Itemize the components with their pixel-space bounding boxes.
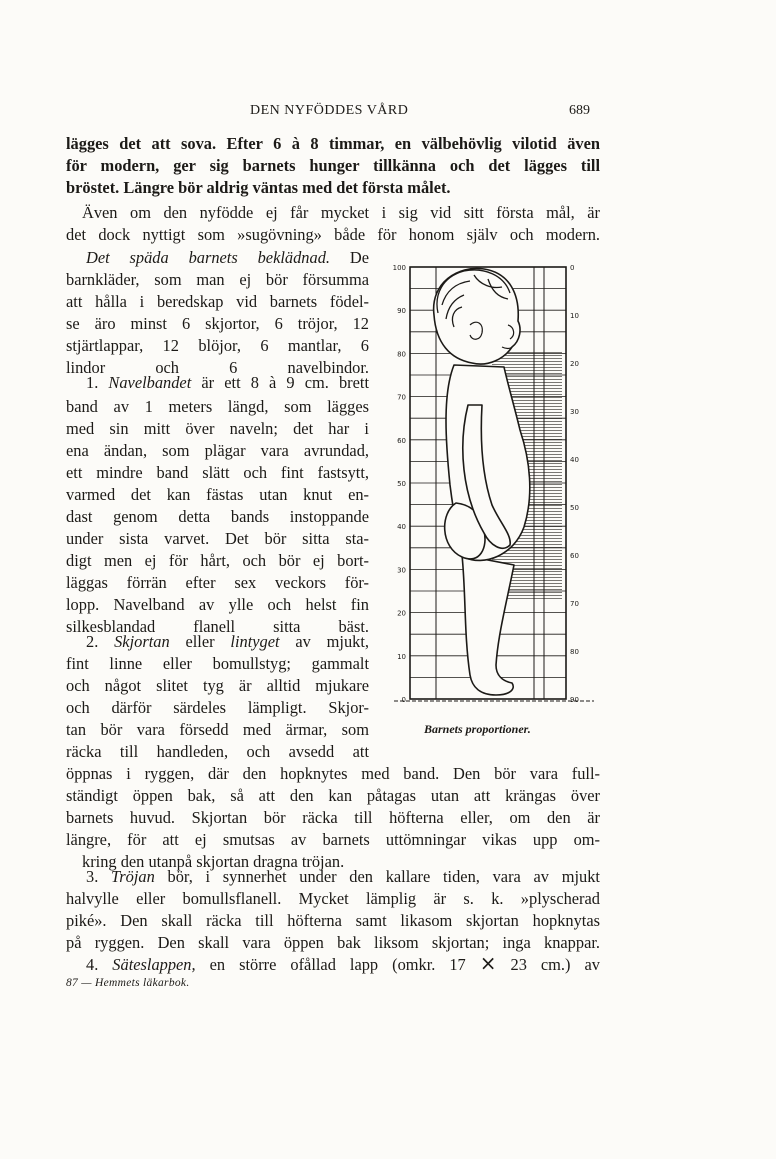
text-line: med sin mitt över naveln; det har i [66,419,369,438]
item-first-rest: av mjukt, [295,632,369,651]
scale-tick-label: 50 [397,480,406,488]
figure-caption: Barnets proportioner. [424,722,531,736]
child-legs [462,555,514,695]
footer-note: 87 — Hemmets läkarbok. [66,977,190,989]
text-line: lägges det att sova. Efter 6 à 8 timmar, en välbehövlig vilotid även [66,134,600,153]
scale-tick-label: 20 [570,360,579,368]
scale-tick-label: 10 [397,652,406,661]
page-number: 689 [569,103,590,118]
scale-tick-label: 50 [570,504,579,512]
text-line: lindor och 6 navelbindor. [66,358,369,377]
text-line: ena ändan, som plägar vara avrundad, [66,441,369,460]
scale-tick-label: 90 [570,696,579,704]
item-number: 1. [86,373,99,392]
item-first-line [86,372,369,394]
scale-tick-label: 70 [397,393,406,402]
text-line: under sista varvet. Det bör sitta sta- [66,529,369,548]
item-number: 4. [86,955,99,974]
proportions-figure [384,255,599,715]
item-first-line [86,631,369,653]
text-line: dast genom detta bands instoppande [66,507,369,526]
text-line: lopp. Navelband av ylle och helst fin [66,595,369,614]
text-line: läggas förrän efter sex veckors för- [66,573,369,592]
item-term-2: lintyget [230,632,280,651]
text-line: ett mindre band slätt och fint fastsytt, [66,463,369,482]
scale-tick-label: 40 [397,523,406,532]
section-heading-rest: De [349,248,369,267]
scale-tick-label: 60 [570,552,579,560]
item-first-line [86,954,600,976]
scale-tick-label: 80 [570,648,579,656]
section-heading: Det späda barnets beklädnad. [86,248,330,267]
text-line: barnkläder, som man ej bör försumma [66,270,369,289]
text-line: Även om den nyfödde ej får mycket i sig vid sitt första mål, är [82,203,600,222]
item-number: 3. [86,867,99,886]
proportions-illustration [384,255,599,715]
text-line: och något slitet tyg är alltid mjukare [66,676,369,695]
item-connector: eller [185,632,215,651]
item-term: Säteslappen, [112,955,196,974]
text-line: öppnas i ryggen, där den hopknytes med band. Den bör vara full- [66,764,600,783]
item-first-rest: bör, i synnerhet under den kallare tiden, vara av mjukt [167,867,600,886]
scale-tick-label: 60 [397,436,406,445]
text-line: kring den utanpå skjortan dragna tröjan. [82,852,345,871]
text-line: räcka till handleden, och avsedd att [66,742,369,761]
item-term: Skjortan [114,632,170,651]
header-title: DEN NYFÖDDES VÅRD [250,103,409,118]
scale-tick-label: 30 [570,408,579,416]
scale-tick-label: 0 [570,264,575,272]
times-symbol: × [479,954,497,975]
text-line: det dock nyttigt som »sugövning» både för honom själv och modern. [66,225,600,244]
text-line: varmed det kan fästas utan knut en- [66,485,369,504]
item-number: 2. [86,632,99,651]
text-line: halvylle eller bomullsflanell. Mycket lämplig är s. k. »plyscherad [66,889,600,908]
text-line: band av 1 meters längd, som lägges [66,397,369,416]
text-line: längre, för att ej smutsas av barnets uttömningar vikas upp om- [66,830,600,849]
text-line: ständigt öppen bak, så att den kan påtagas utan att krängas över [66,786,600,805]
section-heading-line [86,247,369,269]
running-header [0,103,776,123]
scale-tick-label: 80 [397,350,406,359]
scale-tick-label: 70 [570,600,579,608]
scale-tick-label: 100 [392,264,406,272]
text-line: fint linne eller bomullstyg; gammalt [66,654,369,673]
item-first-line [86,866,600,888]
scale-tick-label: 40 [570,456,579,464]
scale-tick-label: 90 [397,307,406,316]
left-scale [393,264,406,704]
scale-tick-label: 0 [401,696,406,704]
item-term: Navelbandet [108,373,192,392]
scale-tick-label: 10 [570,312,579,320]
text-line: för modern, ger sig barnets hunger tillkänna och det lägges till [66,156,600,175]
text-line: att hålla i beredskap vid barnets födel- [66,292,369,311]
text-line: se äro minst 6 skjortor, 6 tröjor, 12 [66,314,369,333]
text-line: barnets huvud. Skjortan bör räcka till höfterna eller, om den är [66,808,600,827]
item-term: Tröjan [111,867,155,886]
item-first-rest: är ett 8 à 9 cm. brett [201,373,369,392]
item-first-rest: en större ofållad lapp (omkr. 17 [209,955,466,974]
text-line: och därför särdeles lämpligt. Skjor- [66,698,369,717]
text-line: digt men ej för hårt, och bör ej bort- [66,551,369,570]
text-line: på ryggen. Den skall vara öppen bak liksom skjortan; inga knappar. [66,933,600,952]
text-line: piké». Den skall räcka till höfterna samt likasom skjortan hopknytas [66,911,600,930]
text-line: stjärtlappar, 12 blöjor, 6 mantlar, 6 [66,336,369,355]
scale-tick-label: 20 [397,609,406,618]
text-line: bröstet. Längre bör aldrig väntas med det första målet. [66,178,451,197]
item-after-symbol: 23 cm.) av [510,955,600,974]
text-line: tan bör vara försedd med ärmar, som [66,720,369,739]
text-line: silkesblandad flanell sitta bäst. [66,617,369,636]
right-scale [570,264,579,704]
scale-tick-label: 30 [397,566,406,575]
